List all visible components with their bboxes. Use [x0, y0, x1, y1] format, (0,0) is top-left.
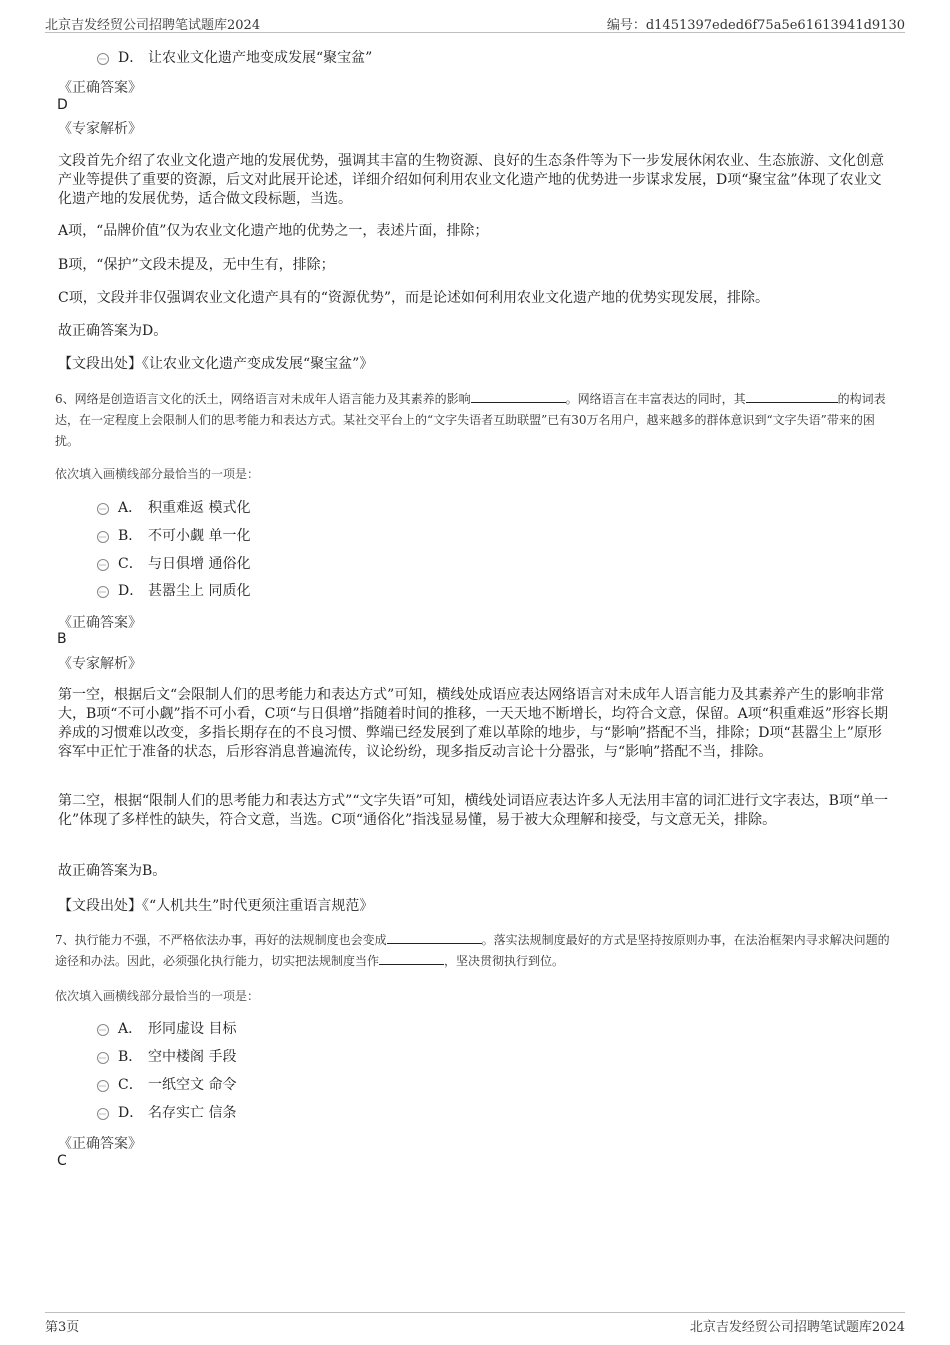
answer-value: B	[57, 631, 67, 647]
radio-icon[interactable]	[97, 1108, 109, 1120]
analysis-paragraph: 第一空，根据后文“会限制人们的思考能力和表达方式”可知，横线处成语应表达网络语言对未成年人语言能力及其素养产生的影响非常大，B项“不可小觑”指不可小看，C项“与日俱增”指随着时间的推移，一天天地不断增长，均符合文意，保留。A项“积重难返”形容长期养成的习惯难以改变，多指长期存在的不良习惯、弊端已经发展到了难以革除的地步，与“影响”搭配不当，排除；D项“甚嚣尘上”原形容军中正忙于准备的状态，后形容消息普遍流传，议论纷纷，现多指反动言论十分嚣张，与“影响”搭配不当，排除。	[58, 687, 889, 760]
source-citation: 【文段出处】《“人机共生”时代更须注重语言规范》	[58, 898, 374, 914]
radio-icon[interactable]	[97, 586, 109, 598]
answer-heading: 《正确答案》	[58, 615, 142, 631]
answer-value: D	[57, 97, 68, 113]
analysis-paragraph: B项，“保护”文段未提及，无中生有，排除；	[58, 257, 335, 273]
analysis-paragraph: A项，“品牌价值”仅为农业文化遗产地的优势之一，表述片面，排除；	[58, 223, 489, 239]
page-footer	[45, 1312, 905, 1335]
prev-option-d[interactable]: D． 让农业文化遗产地变成发展“聚宝盆”	[97, 48, 372, 68]
page-number: 第3页	[45, 1320, 80, 1335]
fill-blank	[471, 390, 566, 403]
question-prompt: 依次填入画横线部分最恰当的一项是：	[55, 989, 260, 1003]
q6-option-b[interactable]: B． 不可小觑 单一化	[97, 526, 250, 546]
radio-icon[interactable]	[97, 559, 109, 571]
analysis-paragraph: 第二空，根据“限制人们的思考能力和表达方式”“文字失语”可知，横线处词语应表达许多人无法用丰富的词汇进行文字表达，B项“单一化”体现了多样性的缺失，符合文意，当选。C项“通俗化”指浅显易懂，易于被大众理解和接受，与文意无关，排除。	[58, 793, 889, 828]
question-7-text: 7、执行能力不强，不严格依法办事，再好的法规制度也会变成 。落实法规制度最好的方式是坚持按原则办事，在法治框架内寻求解决问题的途径和办法。因此，必须强化执行能力，切实把法规制度当作 ，坚决贯彻执行到位。	[55, 933, 890, 968]
q7-option-d[interactable]: D． 名存实亡 信条	[97, 1103, 236, 1123]
question-prompt: 依次填入画横线部分最恰当的一项是：	[55, 467, 260, 481]
document-id: 编号：d1451397eded6f75a5e61613941d9130	[606, 18, 905, 33]
q6-option-a[interactable]: A． 积重难返 模式化	[97, 498, 250, 518]
radio-icon[interactable]	[97, 1080, 109, 1092]
q6-option-d[interactable]: D． 甚嚣尘上 同质化	[97, 581, 250, 601]
radio-icon[interactable]	[97, 53, 109, 65]
analysis-heading: 《专家解析》	[58, 121, 142, 137]
analysis-heading: 《专家解析》	[58, 656, 142, 672]
analysis-conclusion: 故正确答案为B。	[58, 863, 167, 879]
radio-icon[interactable]	[97, 503, 109, 515]
analysis-paragraph: C项，文段并非仅强调农业文化遗产具有的“资源优势”，而是论述如何利用农业文化遗产地的优势实现发展，排除。	[58, 290, 770, 306]
footer-title: 北京吉发经贸公司招聘笔试题库2024	[689, 1320, 905, 1335]
question-6-text: 6、网络是创造语言文化的沃土，网络语言对未成年人语言能力及其素养的影响 。网络语言在丰富表达的同时，其 的构词表达，在一定程度上会限制人们的思考能力和表达方式。某社交平台上的“文字失语者互助联盟”已有30万名用户，越来越多的群体意识到“文字失语”带来的困扰。	[55, 392, 886, 448]
q7-option-c[interactable]: C． 一纸空文 命令	[97, 1075, 236, 1095]
fill-blank	[379, 952, 444, 965]
analysis-conclusion: 故正确答案为D。	[58, 323, 168, 339]
fill-blank	[387, 931, 482, 944]
q7-option-a[interactable]: A． 形同虚设 目标	[97, 1019, 236, 1039]
analysis-paragraph: 文段首先介绍了农业文化遗产地的发展优势，强调其丰富的生物资源、良好的生态条件等为下一步发展休闲农业、生态旅游、文化创意产业等提供了重要的资源，后文对此展开论述，详细介绍如何利用农业文化遗产地的优势进一步谋求发展，D项“聚宝盆”体现了农业文化遗产地的发展优势，适合做文段标题，当选。	[58, 153, 884, 207]
q6-option-c[interactable]: C． 与日俱增 通俗化	[97, 554, 250, 574]
page-header	[45, 12, 905, 33]
answer-heading: 《正确答案》	[58, 80, 142, 96]
fill-blank	[746, 390, 838, 403]
answer-value: C	[57, 1153, 67, 1169]
header-title: 北京吉发经贸公司招聘笔试题库2024	[45, 18, 261, 33]
radio-icon[interactable]	[97, 531, 109, 543]
q7-option-b[interactable]: B． 空中楼阁 手段	[97, 1047, 236, 1067]
radio-icon[interactable]	[97, 1024, 109, 1036]
answer-heading: 《正确答案》	[58, 1136, 142, 1152]
radio-icon[interactable]	[97, 1052, 109, 1064]
source-citation: 【文段出处】《让农业文化遗产变成发展“聚宝盆”》	[58, 356, 374, 372]
